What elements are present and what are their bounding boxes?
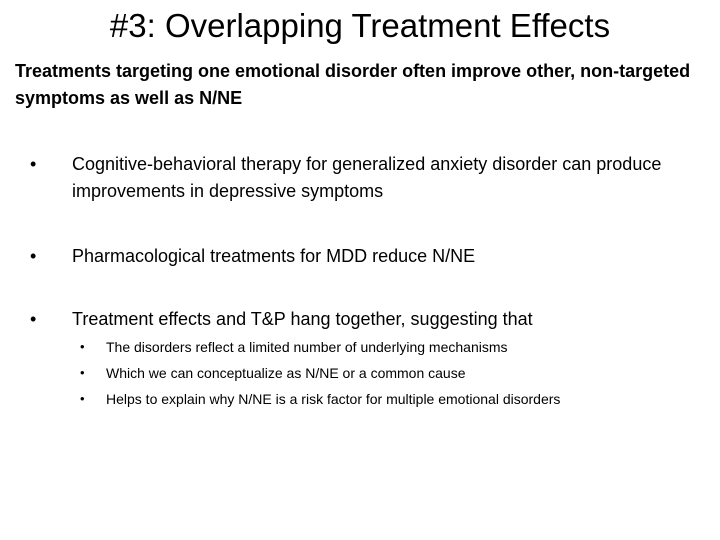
sub-bullet-item-risk-factor: [80, 386, 700, 412]
sub-bullet-item-common-cause: [80, 360, 700, 386]
bullet-item-pharmacological: [30, 243, 690, 270]
sub-bullet-text: Which we can conceptualize as N/NE or a common cause: [106, 365, 466, 381]
bullet-text: Cognitive-behavioral therapy for generalized anxiety disorder can produce improvements in depressive symptoms: [72, 154, 662, 201]
sub-bullet-text: The disorders reflect a limited number of underlying mechanisms: [106, 339, 508, 355]
slide-title: #3: Overlapping Treatment Effects: [109, 7, 611, 44]
bullet-text: Treatment effects and T&P hang together, suggesting that: [72, 309, 533, 329]
bullet-icon: •: [30, 309, 37, 329]
bullet-icon: •: [30, 154, 37, 174]
bullet-text: Pharmacological treatments for MDD reduce N/NE: [72, 246, 476, 266]
sub-bullet-text: Helps to explain why N/NE is a risk factor for multiple emotional disorders: [106, 391, 561, 407]
sub-bullet-icon: •: [80, 365, 85, 380]
sub-bullet-icon: •: [80, 339, 85, 354]
bullet-item-cbt: [30, 151, 690, 205]
slide-subtitle: Treatments targeting one emotional disorder often improve other, non-targeted symptoms as well as N/NE: [15, 61, 691, 108]
sub-bullet-icon: •: [80, 391, 85, 406]
bullet-item-treatment-effects: [30, 306, 690, 333]
sub-bullet-item-mechanisms: [80, 334, 700, 360]
bullet-icon: •: [30, 246, 37, 266]
